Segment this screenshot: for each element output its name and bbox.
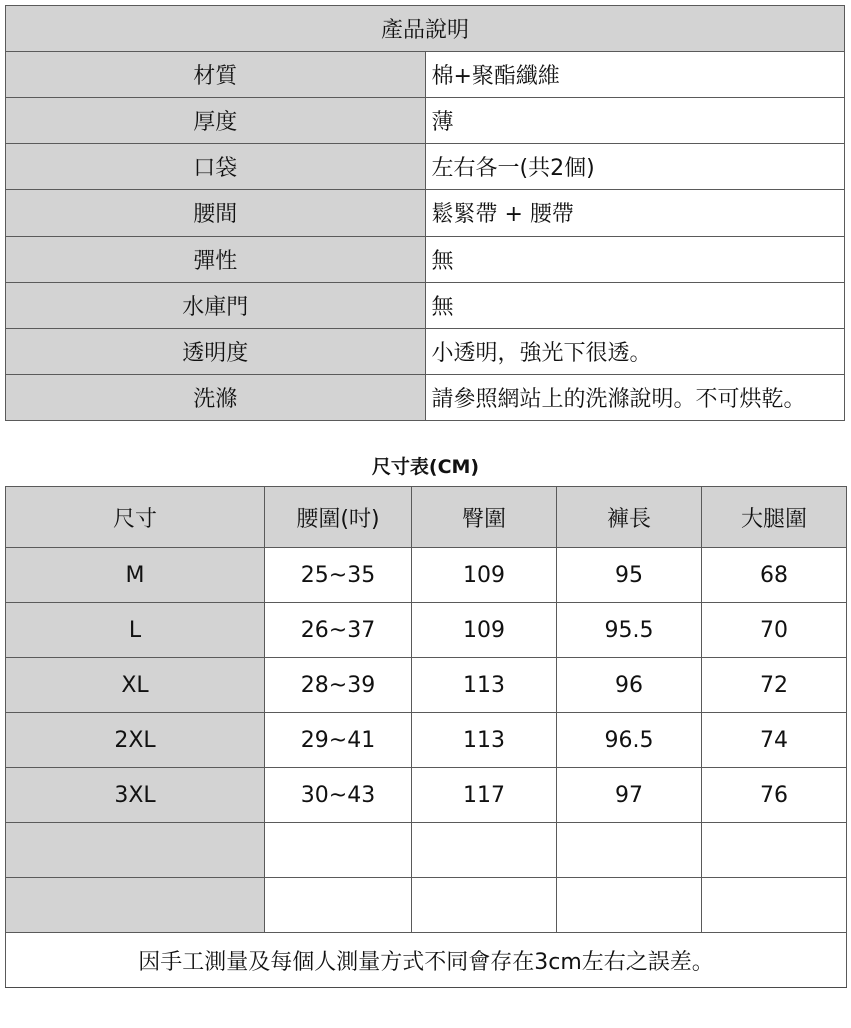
size-cell: 68 (702, 548, 847, 603)
product-row-label: 透明度 (6, 328, 426, 374)
product-row-washing (6, 374, 845, 420)
size-row (6, 603, 847, 658)
size-row (6, 713, 847, 768)
product-row-value: 棉+聚酯纖維 (425, 52, 845, 98)
size-row-empty (6, 823, 847, 878)
product-row-thickness (6, 98, 845, 144)
size-cell: 29~41 (265, 713, 412, 768)
size-cell (265, 823, 412, 878)
size-cell: 109 (412, 603, 557, 658)
size-cell (6, 823, 265, 878)
product-row-zipper (6, 282, 845, 328)
size-header-cell: 臀圍 (412, 487, 557, 548)
product-row-pockets (6, 144, 845, 190)
size-header-cell: 褲長 (557, 487, 702, 548)
product-row-label: 洗滌 (6, 374, 426, 420)
size-row (6, 658, 847, 713)
size-cell (412, 878, 557, 933)
size-cell: 95 (557, 548, 702, 603)
product-row-label: 厚度 (6, 98, 426, 144)
product-row-value: 無 (425, 236, 845, 282)
size-row-empty (6, 878, 847, 933)
product-row-value: 薄 (425, 98, 845, 144)
size-cell: M (6, 548, 265, 603)
size-cell: 30~43 (265, 768, 412, 823)
size-cell (702, 878, 847, 933)
size-cell: 25~35 (265, 548, 412, 603)
product-row-label: 口袋 (6, 144, 426, 190)
size-cell: 96.5 (557, 713, 702, 768)
size-cell (412, 823, 557, 878)
size-cell (265, 878, 412, 933)
product-row-label: 腰間 (6, 190, 426, 236)
size-cell: XL (6, 658, 265, 713)
size-note-row (6, 933, 847, 988)
size-row (6, 768, 847, 823)
size-cell: 72 (702, 658, 847, 713)
product-row-value: 左右各一(共2個) (425, 144, 845, 190)
size-cell (557, 823, 702, 878)
size-cell: 2XL (6, 713, 265, 768)
size-header-cell: 腰圍(吋) (265, 487, 412, 548)
size-cell: L (6, 603, 265, 658)
size-header-row (6, 487, 847, 548)
product-row-value: 無 (425, 282, 845, 328)
size-cell: 74 (702, 713, 847, 768)
size-row (6, 548, 847, 603)
product-row-material (6, 52, 845, 98)
size-cell (702, 823, 847, 878)
size-chart-title: 尺寸表(CM) (371, 456, 480, 478)
product-row-label: 彈性 (6, 236, 426, 282)
size-cell: 3XL (6, 768, 265, 823)
size-cell: 97 (557, 768, 702, 823)
product-header-row (6, 6, 845, 52)
size-cell: 70 (702, 603, 847, 658)
size-cell: 95.5 (557, 603, 702, 658)
size-cell (6, 878, 265, 933)
measurement-note: 因手工測量及每個人測量方式不同會存在3cm左右之誤差。 (6, 933, 847, 988)
product-row-elasticity (6, 236, 845, 282)
product-table-title: 產品說明 (6, 6, 845, 52)
size-cell: 109 (412, 548, 557, 603)
size-cell: 113 (412, 658, 557, 713)
product-row-label: 水庫門 (6, 282, 426, 328)
product-row-value: 鬆緊帶 + 腰帶 (425, 190, 845, 236)
product-row-waist (6, 190, 845, 236)
product-row-label: 材質 (6, 52, 426, 98)
size-chart-table (5, 486, 847, 988)
product-description-table (5, 5, 845, 421)
product-row-value: 請參照網站上的洗滌說明。不可烘乾。 (425, 374, 845, 420)
product-row-value: 小透明，強光下很透。 (425, 328, 845, 374)
size-cell: 113 (412, 713, 557, 768)
size-cell: 96 (557, 658, 702, 713)
size-cell: 117 (412, 768, 557, 823)
product-row-transparency (6, 328, 845, 374)
size-cell (557, 878, 702, 933)
size-cell: 76 (702, 768, 847, 823)
size-header-cell: 尺寸 (6, 487, 265, 548)
size-cell: 28~39 (265, 658, 412, 713)
size-cell: 26~37 (265, 603, 412, 658)
size-header-cell: 大腿圍 (702, 487, 847, 548)
